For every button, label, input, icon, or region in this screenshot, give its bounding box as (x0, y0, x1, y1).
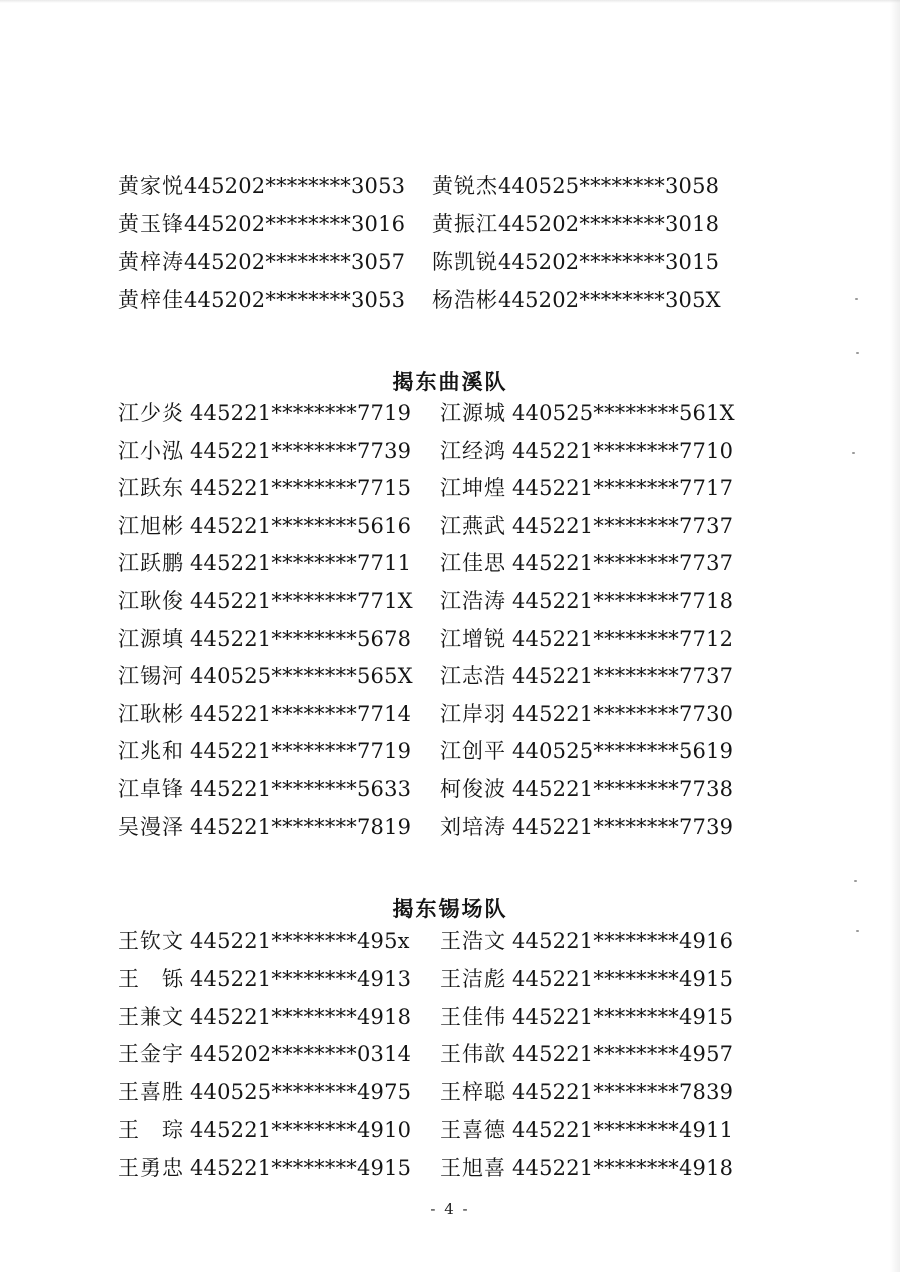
id-number: 440525********561X (512, 401, 735, 425)
roster-entry (440, 472, 733, 502)
roster-row (118, 1114, 733, 1152)
roster-entry (432, 284, 721, 314)
id-number: 445221********7715 (190, 476, 412, 501)
id-number: 445221********4910 (190, 1117, 412, 1142)
scan-speck (855, 298, 858, 300)
id-number: 445221********4957 (512, 1042, 734, 1067)
person-name: 王浩文 (440, 929, 506, 953)
person-name: 王佳伟 (440, 1004, 506, 1029)
id-number: 445221********495x (190, 929, 410, 953)
roster-row (118, 472, 735, 510)
roster-entry (440, 510, 733, 540)
roster-entry (440, 585, 733, 615)
id-number: 445202********3018 (498, 212, 720, 236)
person-name: 江少炎 (118, 401, 184, 425)
roster-entry (118, 284, 432, 314)
id-number: 445221********7730 (512, 701, 734, 726)
roster-entry (118, 1038, 440, 1068)
id-number: 445221********7719 (190, 739, 412, 764)
page-number: - 4 - (430, 1200, 470, 1218)
roster-entry (118, 773, 440, 803)
id-number: 445221********4918 (190, 1004, 412, 1029)
person-name: 江旭彬 (118, 513, 184, 538)
id-number: 445221********7839 (512, 1080, 734, 1105)
person-name: 柯俊波 (440, 776, 506, 801)
person-name: 江岸羽 (440, 701, 506, 726)
id-number: 440525********4975 (190, 1080, 412, 1105)
roster-row (118, 170, 721, 208)
id-number: 440525********5619 (512, 739, 734, 764)
roster-entry (440, 735, 733, 765)
scan-top-edge (0, 0, 900, 3)
id-number: 445221********7712 (512, 626, 734, 651)
roster-row (118, 963, 733, 1001)
roster-entry (118, 1114, 440, 1144)
id-number: 445221********7739 (190, 438, 412, 463)
roster-entry (440, 623, 733, 653)
id-number: 445202********305X (498, 288, 721, 312)
id-number: 445221********7737 (512, 664, 734, 689)
roster-entry (440, 547, 733, 577)
roster-entry (440, 773, 733, 803)
id-number: 445221********7738 (512, 776, 734, 801)
id-number: 445202********3057 (184, 250, 406, 274)
person-name: 江跃东 (118, 476, 184, 501)
roster-row (118, 811, 735, 849)
section-heading-quxi: 揭东曲溪队 (392, 370, 508, 394)
person-name: 江耿俊 (118, 588, 184, 613)
person-name: 黄梓佳 (118, 288, 184, 312)
roster-entry (440, 1038, 733, 1068)
roster-block-xichang (118, 925, 733, 1190)
person-name: 王喜胜 (118, 1080, 184, 1105)
id-number: 445221********4915 (512, 966, 734, 991)
id-number: 445221********4915 (190, 1155, 412, 1180)
roster-entry (440, 925, 733, 955)
person-name: 王兼文 (118, 1004, 184, 1029)
id-number: 445202********0314 (190, 1042, 412, 1067)
id-number: 445221********771X (190, 588, 413, 613)
scan-speck (856, 930, 859, 932)
roster-row (118, 773, 735, 811)
roster-entry (118, 660, 440, 690)
roster-entry (118, 547, 440, 577)
roster-row (118, 1076, 733, 1114)
person-name: 江志浩 (440, 664, 506, 689)
roster-entry (118, 1152, 440, 1182)
roster-entry (118, 585, 440, 615)
roster-entry (440, 811, 733, 841)
person-name: 杨浩彬 (432, 288, 498, 312)
roster-row (118, 397, 735, 435)
roster-row (118, 435, 735, 473)
id-number: 445221********7711 (190, 551, 412, 576)
roster-row (118, 208, 721, 246)
person-name: 吴漫泽 (118, 814, 184, 839)
id-number: 445202********3053 (184, 174, 406, 198)
person-name: 江源城 (440, 401, 506, 425)
roster-entry (440, 397, 735, 427)
roster-entry (432, 246, 719, 276)
roster-entry (118, 435, 440, 465)
roster-row (118, 510, 735, 548)
roster-entry (440, 963, 733, 993)
person-name: 王 琮 (118, 1117, 184, 1142)
roster-entry (118, 246, 432, 276)
roster-entry (440, 1114, 733, 1144)
id-number: 445221********5633 (190, 776, 412, 801)
roster-entry (118, 698, 440, 728)
roster-row (118, 698, 735, 736)
person-name: 王勇忠 (118, 1155, 184, 1180)
section-heading-xichang: 揭东锡场队 (392, 897, 508, 921)
roster-entry (118, 510, 440, 540)
roster-entry (432, 170, 719, 200)
roster-row (118, 735, 735, 773)
person-name: 江经鸿 (440, 438, 506, 463)
roster-entry (118, 208, 432, 238)
id-number: 445202********3053 (184, 288, 406, 312)
person-name: 王伟歆 (440, 1042, 506, 1067)
id-number: 445221********7739 (512, 814, 734, 839)
person-name: 黄家悦 (118, 174, 184, 198)
id-number: 445202********3015 (498, 250, 720, 274)
roster-block-quxi (118, 397, 735, 848)
id-number: 445221********4913 (190, 966, 412, 991)
person-name: 江增锐 (440, 626, 506, 651)
person-name: 黄振江 (432, 212, 498, 236)
person-name: 江佳思 (440, 551, 506, 576)
id-number: 445221********7719 (190, 401, 412, 425)
roster-row (118, 547, 735, 585)
id-number: 440525********565X (190, 664, 413, 689)
person-name: 王梓聪 (440, 1080, 506, 1105)
roster-entry (118, 1001, 440, 1031)
person-name: 王喜德 (440, 1117, 506, 1142)
person-name: 江小泓 (118, 438, 184, 463)
id-number: 445221********7710 (512, 438, 734, 463)
person-name: 黄玉锋 (118, 212, 184, 236)
roster-row (118, 660, 735, 698)
person-name: 王旭喜 (440, 1155, 506, 1180)
roster-entry (440, 660, 733, 690)
person-name: 陈凯锐 (432, 250, 498, 274)
person-name: 黄梓涛 (118, 250, 184, 274)
person-name: 刘培涛 (440, 814, 506, 839)
id-number: 445202********3016 (184, 212, 406, 236)
roster-entry (440, 1076, 733, 1106)
roster-entry (118, 925, 440, 955)
person-name: 黄锐杰 (432, 174, 498, 198)
id-number: 445221********7737 (512, 551, 734, 576)
id-number: 445221********7819 (190, 814, 412, 839)
id-number: 445221********4916 (512, 929, 734, 953)
person-name: 王钦文 (118, 929, 184, 953)
roster-entry (440, 698, 733, 728)
roster-entry (440, 1152, 733, 1182)
roster-entry (118, 397, 440, 427)
roster-row (118, 284, 721, 322)
roster-row (118, 1038, 733, 1076)
person-name: 王洁彪 (440, 966, 506, 991)
scan-speck (854, 880, 857, 882)
person-name: 江卓锋 (118, 776, 184, 801)
person-name: 江锡河 (118, 664, 184, 689)
roster-entry (118, 1076, 440, 1106)
roster-row (118, 623, 735, 661)
id-number: 445221********7737 (512, 513, 734, 538)
roster-entry (118, 735, 440, 765)
person-name: 江跃鹏 (118, 551, 184, 576)
roster-entry (118, 623, 440, 653)
roster-row (118, 246, 721, 284)
roster-row (118, 1152, 733, 1190)
person-name: 江浩涛 (440, 588, 506, 613)
roster-entry (440, 1001, 733, 1031)
roster-row (118, 1001, 733, 1039)
person-name: 王金宇 (118, 1042, 184, 1067)
person-name: 王 铄 (118, 966, 184, 991)
roster-entry (118, 472, 440, 502)
roster-entry (118, 811, 440, 841)
scan-speck (856, 352, 859, 354)
person-name: 江源填 (118, 626, 184, 651)
roster-entry (118, 963, 440, 993)
id-number: 445221********7718 (512, 588, 734, 613)
roster-row (118, 585, 735, 623)
roster-block-continued (118, 170, 721, 322)
id-number: 445221********7714 (190, 701, 412, 726)
roster-entry (440, 435, 733, 465)
roster-entry (118, 170, 432, 200)
person-name: 江耿彬 (118, 701, 184, 726)
id-number: 445221********7717 (512, 476, 734, 501)
person-name: 江坤煌 (440, 476, 506, 501)
id-number: 445221********4915 (512, 1004, 734, 1029)
id-number: 445221********4911 (512, 1117, 734, 1142)
roster-entry (432, 208, 719, 238)
person-name: 江创平 (440, 739, 506, 764)
person-name: 江兆和 (118, 739, 184, 764)
id-number: 440525********3058 (498, 174, 720, 198)
id-number: 445221********5678 (190, 626, 412, 651)
roster-row (118, 925, 733, 963)
person-name: 江燕武 (440, 513, 506, 538)
id-number: 445221********4918 (512, 1155, 734, 1180)
scan-right-edge (890, 0, 900, 1272)
scan-speck (852, 452, 855, 454)
id-number: 445221********5616 (190, 513, 412, 538)
